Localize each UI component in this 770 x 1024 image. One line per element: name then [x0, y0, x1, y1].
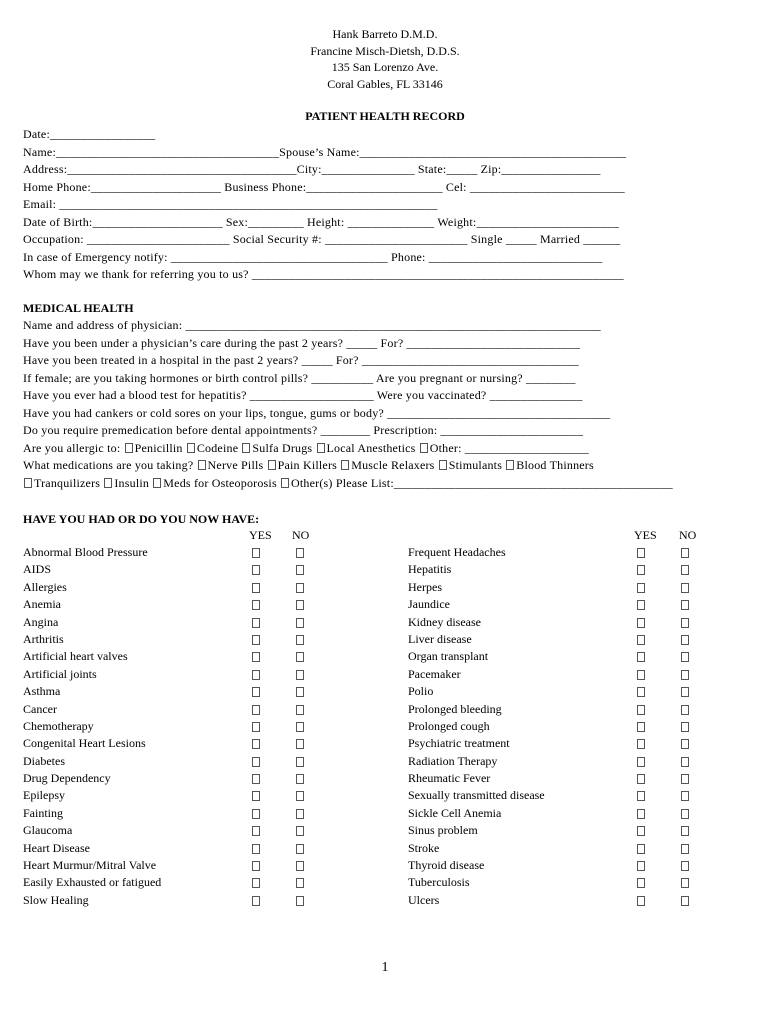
- condition-label: Allergies: [23, 579, 67, 594]
- other-allergy-checkbox[interactable]: [420, 443, 428, 453]
- birth-sex-height-weight-field[interactable]: Date of Birth:_____________________ Sex:_________ Height: ______________ Weight:_______________________: [23, 214, 620, 229]
- no-checkbox[interactable]: [681, 791, 689, 801]
- yes-checkbox[interactable]: [637, 774, 645, 784]
- codeine-label: Codeine: [196, 440, 239, 455]
- physician-care-question[interactable]: Have you been under a physician’s care during the past 2 years? _____ For? ____________________________: [23, 335, 581, 350]
- condition-row-frequent-headaches: [408, 544, 748, 561]
- medications-prefix: What medications are you taking?: [23, 458, 194, 472]
- condition-label: Tuberculosis: [408, 875, 470, 890]
- yes-checkbox[interactable]: [252, 618, 260, 628]
- no-checkbox[interactable]: [296, 809, 304, 819]
- yes-checkbox[interactable]: [637, 670, 645, 680]
- yes-checkbox[interactable]: [252, 878, 260, 888]
- codeine-checkbox[interactable]: [187, 443, 195, 453]
- yes-checkbox[interactable]: [637, 705, 645, 715]
- condition-label: Slow Healing: [23, 892, 89, 907]
- condition-row-rheumatic-fever: [408, 770, 748, 787]
- no-checkbox[interactable]: [296, 635, 304, 645]
- condition-row-prolonged-cough: [408, 718, 748, 735]
- no-checkbox[interactable]: [296, 548, 304, 558]
- condition-row-chemotherapy: [23, 718, 363, 735]
- condition-label: Fainting: [23, 805, 64, 820]
- condition-row-arthritis: [23, 631, 363, 648]
- yes-checkbox[interactable]: [637, 548, 645, 558]
- condition-row-glaucoma: [23, 822, 363, 839]
- emergency-contact-field[interactable]: In case of Emergency notify: ___________________________________ Phone: ____________________________: [23, 249, 603, 264]
- yes-checkbox[interactable]: [252, 548, 260, 558]
- condition-row-slow-healing: [23, 892, 363, 909]
- yes-checkbox[interactable]: [252, 635, 260, 645]
- no-checkbox[interactable]: [296, 618, 304, 628]
- condition-row-liver-disease: [408, 631, 748, 648]
- yes-checkbox[interactable]: [637, 652, 645, 662]
- no-checkbox[interactable]: [296, 757, 304, 767]
- condition-label: Heart Murmur/Mitral Valve: [23, 858, 157, 873]
- yes-checkbox[interactable]: [637, 583, 645, 593]
- no-checkbox[interactable]: [681, 583, 689, 593]
- no-checkbox[interactable]: [681, 722, 689, 732]
- no-checkbox[interactable]: [681, 739, 689, 749]
- pain-killers-checkbox[interactable]: [268, 460, 276, 470]
- no-checkbox[interactable]: [681, 826, 689, 836]
- practice-street: 135 San Lorenzo Ave.: [331, 60, 439, 74]
- yes-checkbox[interactable]: [637, 844, 645, 854]
- condition-row-pacemaker: [408, 666, 748, 683]
- condition-label: Angina: [23, 614, 59, 629]
- condition-label: Arthritis: [23, 631, 64, 646]
- stimulants-label: Stimulants: [448, 458, 503, 472]
- condition-label: Stroke: [408, 840, 440, 855]
- yes-checkbox[interactable]: [637, 565, 645, 575]
- condition-label: Liver disease: [408, 631, 472, 646]
- occupation-ssn-field[interactable]: Occupation: _______________________ Social Security #: _______________________ Single _____ Married ______: [23, 232, 621, 246]
- no-checkbox[interactable]: [296, 583, 304, 593]
- condition-label: Artificial heart valves: [23, 649, 128, 664]
- cankers-question[interactable]: Have you had cankers or cold sores on your lips, tongue, gums or body? ____________________________________: [23, 405, 611, 420]
- medical-health-heading: MEDICAL HEALTH: [23, 301, 134, 315]
- condition-label: Ulcers: [408, 892, 440, 907]
- medications-question: [23, 457, 749, 475]
- condition-row-easily-exhausted-or-fatigued: [23, 874, 363, 891]
- condition-label: Congenital Heart Lesions: [23, 736, 146, 751]
- condition-label: Sinus problem: [408, 823, 478, 838]
- no-checkbox[interactable]: [681, 896, 689, 906]
- local-anesthetics-label: Local Anesthetics: [326, 440, 416, 455]
- yes-checkbox[interactable]: [252, 896, 260, 906]
- page-number: 1: [381, 960, 389, 975]
- condition-row-sinus-problem: [408, 822, 748, 839]
- hepatitis-test-question[interactable]: Have you ever had a blood test for hepatitis? ____________________ Were you vaccinated? _______________: [23, 388, 583, 402]
- other-meds-label: Other(s) Please List:_____________________________________________: [291, 475, 673, 490]
- yes-checkbox[interactable]: [637, 687, 645, 697]
- condition-label: Organ transplant: [408, 649, 489, 664]
- no-checkbox[interactable]: [681, 705, 689, 715]
- no-checkbox[interactable]: [681, 635, 689, 645]
- condition-row-artificial-joints: [23, 666, 363, 683]
- condition-row-anemia: [23, 596, 363, 613]
- condition-row-tuberculosis: [408, 874, 748, 891]
- yes-checkbox[interactable]: [252, 791, 260, 801]
- blood-thinners-checkbox[interactable]: [506, 460, 514, 470]
- stimulants-checkbox[interactable]: [439, 460, 447, 470]
- condition-row-asthma: [23, 683, 363, 700]
- condition-label: Jaundice: [408, 597, 450, 612]
- tranquilizers-label: Tranquilizers: [34, 475, 101, 490]
- condition-label: Drug Dependency: [23, 771, 111, 786]
- condition-row-kidney-disease: [408, 614, 748, 631]
- no-checkbox[interactable]: [681, 618, 689, 628]
- condition-row-abnormal-blood-pressure: [23, 544, 363, 561]
- condition-label: Polio: [408, 684, 434, 699]
- penicillin-label: Penicillin: [134, 440, 183, 455]
- other-allergy-label: Other: ____________________: [429, 440, 589, 455]
- yes-checkbox[interactable]: [637, 809, 645, 819]
- condition-label: AIDS: [23, 562, 52, 577]
- condition-row-stroke: [408, 840, 748, 857]
- female-question[interactable]: If female; are you taking hormones or birth control pills? __________ Are you pregnant or nursing? ________: [23, 370, 576, 385]
- condition-label: Kidney disease: [408, 614, 481, 629]
- no-checkbox[interactable]: [681, 861, 689, 871]
- no-checkbox[interactable]: [296, 705, 304, 715]
- condition-row-fainting: [23, 805, 363, 822]
- premedication-question[interactable]: Do you require premedication before dental appointments? ________ Prescription: _______________________: [23, 423, 584, 437]
- condition-row-epilepsy: [23, 787, 363, 804]
- condition-row-polio: [408, 683, 748, 700]
- yes-checkbox[interactable]: [252, 670, 260, 680]
- yes-checkbox[interactable]: [252, 844, 260, 854]
- yes-checkbox[interactable]: [252, 705, 260, 715]
- condition-row-aids: [23, 561, 363, 578]
- condition-label: Glaucoma: [23, 823, 73, 838]
- no-checkbox[interactable]: [296, 652, 304, 662]
- condition-label: Artificial joints: [23, 666, 97, 681]
- no-checkbox[interactable]: [296, 896, 304, 906]
- medications-question-cont: [23, 475, 749, 493]
- pain-killers-label: Pain Killers: [277, 458, 338, 472]
- local-anesthetics-checkbox[interactable]: [317, 443, 325, 453]
- condition-label: Heart Disease: [23, 840, 90, 855]
- no-checkbox[interactable]: [296, 826, 304, 836]
- condition-label: Thyroid disease: [408, 858, 485, 873]
- no-checkbox[interactable]: [296, 878, 304, 888]
- conditions-heading: HAVE YOU HAD OR DO YOU NOW HAVE:: [23, 512, 260, 526]
- condition-label: Diabetes: [23, 753, 65, 768]
- left-yes-header: YES: [249, 528, 272, 542]
- hospital-question[interactable]: Have you been treated in a hospital in the past 2 years? _____ For? ___________________________________: [23, 353, 579, 367]
- no-checkbox[interactable]: [681, 565, 689, 575]
- yes-checkbox[interactable]: [637, 739, 645, 749]
- yes-checkbox[interactable]: [637, 826, 645, 836]
- condition-row-organ-transplant: [408, 648, 748, 665]
- insulin-label: Insulin: [114, 475, 150, 490]
- dentist-name-1: Hank Barreto D.M.D.: [332, 27, 438, 41]
- left-no-header: NO: [292, 528, 310, 542]
- no-checkbox[interactable]: [296, 739, 304, 749]
- conditions-left-column: [23, 544, 363, 909]
- no-checkbox[interactable]: [681, 878, 689, 888]
- practice-city: Coral Gables, FL 33146: [327, 76, 443, 91]
- yes-checkbox[interactable]: [637, 791, 645, 801]
- name-spouse-field[interactable]: Name:____________________________________Spouse’s Name:___________________________________________: [23, 144, 627, 159]
- condition-label: Abnormal Blood Pressure: [23, 545, 148, 559]
- yes-checkbox[interactable]: [252, 826, 260, 836]
- allergy-question: [23, 440, 749, 458]
- nerve-pills-label: Nerve Pills: [207, 458, 264, 472]
- yes-checkbox[interactable]: [252, 757, 260, 767]
- condition-row-prolonged-bleeding: [408, 701, 748, 718]
- yes-checkbox[interactable]: [252, 583, 260, 593]
- email-field[interactable]: Email: _____________________________________________________________: [23, 197, 438, 211]
- condition-row-cancer: [23, 701, 363, 718]
- yes-checkbox[interactable]: [252, 687, 260, 697]
- yes-checkbox[interactable]: [637, 861, 645, 871]
- yes-checkbox[interactable]: [637, 896, 645, 906]
- yes-checkbox[interactable]: [252, 600, 260, 610]
- conditions-right-column: [408, 544, 748, 909]
- condition-label: Hepatitis: [408, 562, 452, 577]
- no-checkbox[interactable]: [296, 600, 304, 610]
- right-yes-header: YES: [634, 528, 657, 542]
- no-checkbox[interactable]: [681, 670, 689, 680]
- form-title: PATIENT HEALTH RECORD: [305, 109, 465, 123]
- yes-checkbox[interactable]: [252, 861, 260, 871]
- condition-label: Epilepsy: [23, 788, 65, 803]
- condition-row-jaundice: [408, 596, 748, 613]
- penicillin-checkbox[interactable]: [125, 443, 133, 453]
- condition-row-congenital-heart-lesions: [23, 735, 363, 752]
- osteoporosis-meds-label: Meds for Osteoporosis: [163, 475, 277, 490]
- yes-checkbox[interactable]: [637, 618, 645, 628]
- condition-row-sickle-cell-anemia: [408, 805, 748, 822]
- yes-checkbox[interactable]: [637, 878, 645, 888]
- dentist-name-2: Francine Misch-Dietsh, D.D.S.: [310, 43, 460, 58]
- yes-checkbox[interactable]: [637, 722, 645, 732]
- no-checkbox[interactable]: [296, 722, 304, 732]
- allergy-prefix: Are you allergic to:: [23, 440, 121, 455]
- condition-row-heart-disease: [23, 840, 363, 857]
- condition-row-diabetes: [23, 753, 363, 770]
- no-checkbox[interactable]: [681, 687, 689, 697]
- no-checkbox[interactable]: [296, 791, 304, 801]
- no-checkbox[interactable]: [681, 652, 689, 662]
- condition-label: Prolonged cough: [408, 718, 490, 733]
- nerve-pills-checkbox[interactable]: [198, 460, 206, 470]
- condition-row-angina: [23, 614, 363, 631]
- insulin-checkbox[interactable]: [104, 478, 112, 488]
- muscle-relaxers-checkbox[interactable]: [341, 460, 349, 470]
- yes-checkbox[interactable]: [252, 652, 260, 662]
- no-checkbox[interactable]: [296, 861, 304, 871]
- yes-checkbox[interactable]: [252, 722, 260, 732]
- phone-field[interactable]: Home Phone:_____________________ Business Phone:______________________ Cel: _________________________: [23, 179, 625, 194]
- condition-label: Easily Exhausted or fatigued: [23, 875, 162, 890]
- no-checkbox[interactable]: [681, 600, 689, 610]
- condition-row-psychiatric-treatment: [408, 735, 748, 752]
- condition-row-ulcers: [408, 892, 748, 909]
- yes-checkbox[interactable]: [637, 635, 645, 645]
- condition-label: Asthma: [23, 684, 61, 699]
- condition-row-heart-murmur-mitral-valve: [23, 857, 363, 874]
- condition-label: Cancer: [23, 701, 57, 716]
- condition-row-thyroid-disease: [408, 857, 748, 874]
- osteoporosis-meds-checkbox[interactable]: [153, 478, 161, 488]
- sulfa-checkbox[interactable]: [242, 443, 250, 453]
- sulfa-label: Sulfa Drugs: [252, 440, 313, 455]
- no-checkbox[interactable]: [296, 670, 304, 680]
- yes-checkbox[interactable]: [252, 809, 260, 819]
- practice-header: [0, 26, 770, 92]
- tranquilizers-checkbox[interactable]: [24, 478, 32, 488]
- no-checkbox[interactable]: [681, 809, 689, 819]
- address-field[interactable]: Address:_____________________________________City:_______________ State:_____ Zip:________________: [23, 162, 601, 176]
- no-checkbox[interactable]: [296, 774, 304, 784]
- medical-health-section: [23, 317, 749, 492]
- personal-info-section: [23, 126, 749, 284]
- condition-row-allergies: [23, 579, 363, 596]
- condition-row-hepatitis: [408, 561, 748, 578]
- no-checkbox[interactable]: [681, 774, 689, 784]
- condition-label: Sickle Cell Anemia: [408, 805, 502, 820]
- no-checkbox[interactable]: [296, 687, 304, 697]
- condition-row-drug-dependency: [23, 770, 363, 787]
- referral-field[interactable]: Whom may we thank for referring you to us? ____________________________________________________________: [23, 267, 624, 281]
- condition-label: Sexually transmitted disease: [408, 788, 545, 803]
- condition-row-sexually-transmitted-disease: [408, 787, 748, 804]
- condition-row-herpes: [408, 579, 748, 596]
- no-checkbox[interactable]: [296, 565, 304, 575]
- condition-label: Psychiatric treatment: [408, 736, 510, 751]
- yes-checkbox[interactable]: [252, 774, 260, 784]
- condition-label: Radiation Therapy: [408, 753, 498, 768]
- no-checkbox[interactable]: [681, 548, 689, 558]
- other-meds-checkbox[interactable]: [281, 478, 289, 488]
- condition-label: Pacemaker: [408, 666, 461, 681]
- condition-label: Anemia: [23, 597, 61, 612]
- yes-checkbox[interactable]: [252, 565, 260, 575]
- no-checkbox[interactable]: [296, 844, 304, 854]
- blood-thinners-label: Blood Thinners: [516, 458, 594, 472]
- date-field[interactable]: Date:_________________: [23, 127, 156, 141]
- condition-label: Chemotherapy: [23, 718, 94, 733]
- muscle-relaxers-label: Muscle Relaxers: [351, 458, 435, 472]
- condition-row-radiation-therapy: [408, 753, 748, 770]
- yes-checkbox[interactable]: [637, 600, 645, 610]
- condition-label: Herpes: [408, 579, 442, 594]
- yes-checkbox[interactable]: [252, 739, 260, 749]
- condition-label: Frequent Headaches: [408, 545, 506, 559]
- no-checkbox[interactable]: [681, 844, 689, 854]
- condition-label: Rheumatic Fever: [408, 771, 491, 786]
- condition-row-artificial-heart-valves: [23, 648, 363, 665]
- physician-field[interactable]: Name and address of physician: ___________________________________________________________________: [23, 318, 601, 332]
- condition-label: Prolonged bleeding: [408, 701, 502, 716]
- no-checkbox[interactable]: [681, 757, 689, 767]
- yes-checkbox[interactable]: [637, 757, 645, 767]
- right-no-header: NO: [679, 528, 697, 542]
